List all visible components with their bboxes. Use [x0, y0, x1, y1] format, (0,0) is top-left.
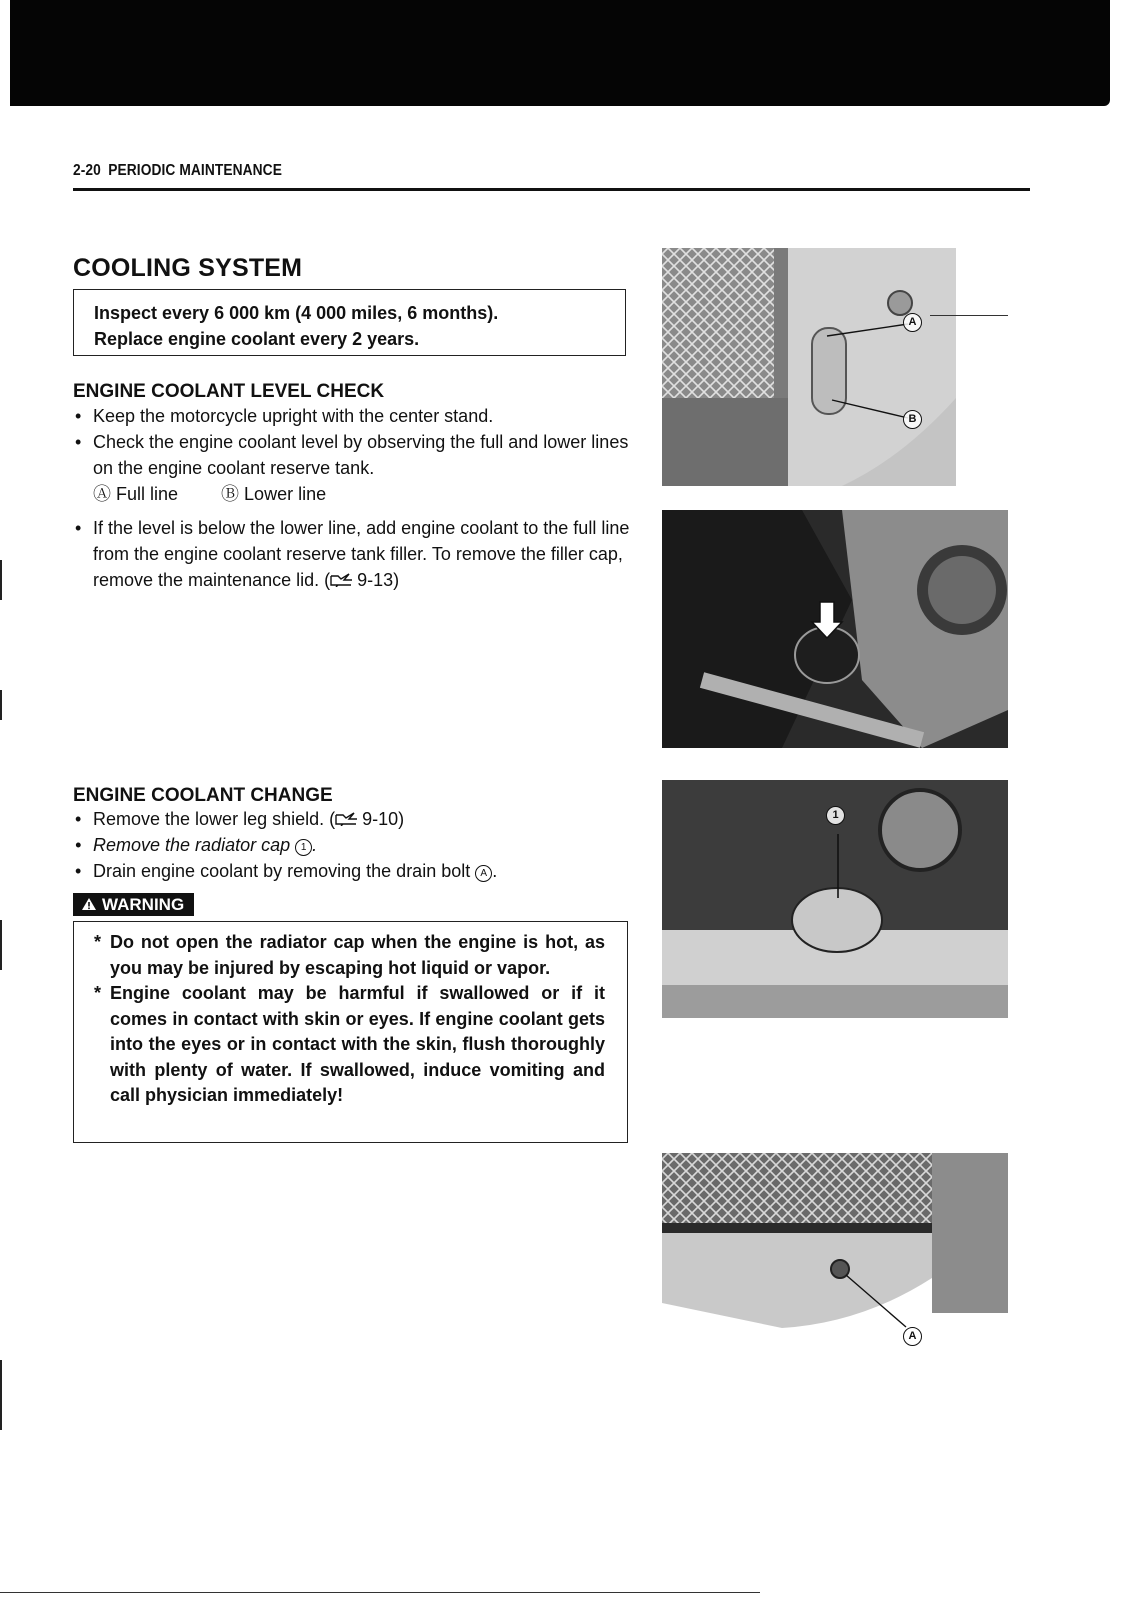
bullet-text: Drain engine coolant by removing the drain bolt — [93, 861, 471, 881]
list-item: • Keep the motorcycle upright with the center stand. — [73, 403, 638, 429]
leader-line — [930, 315, 1008, 316]
reserve-tank-illustration — [662, 248, 956, 486]
inspection-interval-box — [73, 289, 626, 356]
callout-a-full-line: A — [903, 313, 922, 332]
reserve-tank-filler-photo — [662, 510, 1008, 748]
bullet-text: Remove the radiator cap — [93, 835, 291, 855]
reserve-tank-photo — [662, 248, 956, 486]
page-reference[interactable]: 9-10) — [362, 809, 405, 829]
page-title: COOLING SYSTEM — [73, 254, 303, 282]
list-item: • Drain engine coolant by removing the drain bolt A . — [73, 858, 638, 884]
section-name: PERIODIC MAINTENANCE — [108, 162, 282, 179]
inspect-line-2: Replace engine coolant every 2 years. — [94, 329, 420, 349]
list-item — [73, 806, 638, 832]
line-legend — [73, 481, 638, 507]
margin-mark — [0, 920, 2, 970]
scan-line — [0, 1592, 760, 1593]
warning-triangle-icon — [81, 897, 97, 911]
top-black-band — [10, 0, 1110, 106]
margin-mark — [0, 560, 2, 600]
inspect-line-1: Inspect every 6 000 km (4 000 miles, 6 months). — [94, 303, 499, 323]
page-reference[interactable]: 9-13) — [357, 570, 400, 590]
callout-1-radiator-cap: 1 — [826, 806, 845, 825]
drain-bolt-photo — [662, 1153, 1008, 1333]
list-item: • Remove the radiator cap 1 . — [73, 832, 638, 858]
level-check-heading: ENGINE COOLANT LEVEL CHECK — [73, 381, 385, 402]
callout-b-lower-line: B — [903, 410, 922, 429]
bullet-text: Remove the lower leg shield. ( — [93, 809, 336, 829]
warning-item: * Do not open the radiator cap when the engine is hot, as you may be injured by escaping hot liquid or vapor. — [94, 930, 605, 981]
drain-bolt-illustration — [662, 1153, 1008, 1333]
margin-mark — [0, 690, 2, 720]
level-check-list — [73, 403, 638, 593]
page-number: 2-20 — [73, 162, 101, 179]
bullet-text: If the level is below the lower line, add engine coolant to the full line from the engine coolant reserve tank filler. To remove the filler cap, remove the maintenance lid. ( — [93, 518, 630, 590]
list-item: • Check the engine coolant level by observing the full and lower lines on the engine coolant reserve tank. — [73, 429, 638, 481]
legend-full-line: Ⓐ Full line — [93, 484, 179, 504]
margin-mark — [0, 1360, 2, 1430]
list-item — [73, 515, 638, 593]
filler-cap-illustration — [662, 510, 1008, 748]
page-header — [73, 162, 1030, 191]
warning-item: * Engine coolant may be harmful if swallowed or if it comes in contact with skin or eyes. If engine coolant gets into the eyes or in contact with the skin, flush thoroughly with plenty of water. If swallowed, induce vomiting and call physician immediately! — [94, 981, 605, 1109]
warning-text: WARNING — [102, 895, 185, 914]
reference-book-icon — [330, 573, 356, 587]
coolant-change-heading: ENGINE COOLANT CHANGE — [73, 785, 333, 806]
warning-label — [73, 893, 194, 916]
callout-marker-a: A — [475, 865, 492, 882]
coolant-change-list — [73, 806, 638, 884]
callout-marker-1: 1 — [295, 839, 312, 856]
callout-a-drain-bolt: A — [903, 1327, 922, 1346]
reference-book-icon — [335, 812, 361, 826]
warning-box — [73, 921, 628, 1143]
legend-lower-line: Ⓑ Lower line — [221, 484, 327, 504]
